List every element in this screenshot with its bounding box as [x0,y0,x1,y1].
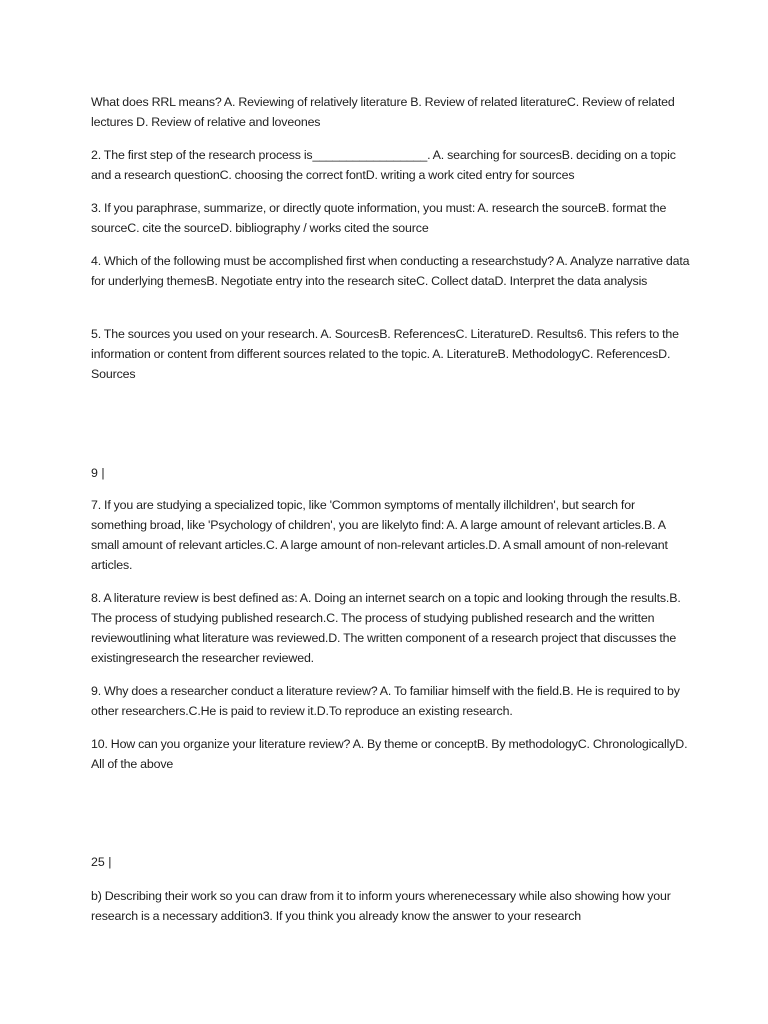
page-number: 9 | [91,466,105,480]
question-8-literature-review-definition: 8. A literature review is best defined as: A. Doing an internet search on a topic and looking through the results.B. The process of studying published research.C. The process of studying published research and the written reviewoutlining what literature was reviewed.D. The written component of a research project that discusses the existingresearch the researcher reviewed. [91,591,681,665]
page-number: 25 | [91,855,112,869]
question-10-organize-review: 10. How can you organize your literature review? A. By theme or conceptB. By methodologyC. ChronologicallyD. All of the above [91,737,688,771]
question-rrl-meaning: What does RRL means? A. Reviewing of relatively literature B. Review of related literatureC. Review of related lectures D. Review of relative and loveones [91,95,675,129]
question-4-research-study: 4. Which of the following must be accomplished first when conducting a researchstudy? A. Analyze narrative data for underlying themesB. Negotiate entry into the research siteC. Collect dataD. Interpret the data analysis [91,254,690,288]
question-7-specialized-topic: 7. If you are studying a specialized topic, like 'Common symptoms of mentally illchildren', but search for something broad, like 'Psychology of children', you are likelyto find: A. A large amount of relevant articles.B. A small amount of relevant articles.C. A large amount of non-relevant articles.D. A small amount of non-relevant articles. [91,498,668,572]
paragraph-describing-work: b) Describing their work so you can draw from it to inform yours wherenecessary while also showing how your research is a necessary addition3. If you think you already know the answer to your research [91,889,671,923]
question-2-first-step: 2. The first step of the research process is_________________. A. searching for sourcesB. deciding on a topic and a research questionC. choosing the correct fontD. writing a work cited entry for sources [91,148,676,182]
question-3-cite-source: 3. If you paraphrase, summarize, or directly quote information, you must: A. research the sourceB. format the sourceC. cite the sourceD. bibliography / works cited the source [91,201,667,235]
question-5-6-sources: 5. The sources you used on your research. A. SourcesB. ReferencesC. LiteratureD. Results6. This refers to the information or content from different sources related to the topic. A. LiteratureB. MethodologyC. ReferencesD. Sources [91,327,679,381]
question-9-why-review: 9. Why does a researcher conduct a literature review? A. To familiar himself with the field.B. He is required to by other researchers.C.He is paid to review it.D.To reproduce an existing research. [91,684,680,718]
